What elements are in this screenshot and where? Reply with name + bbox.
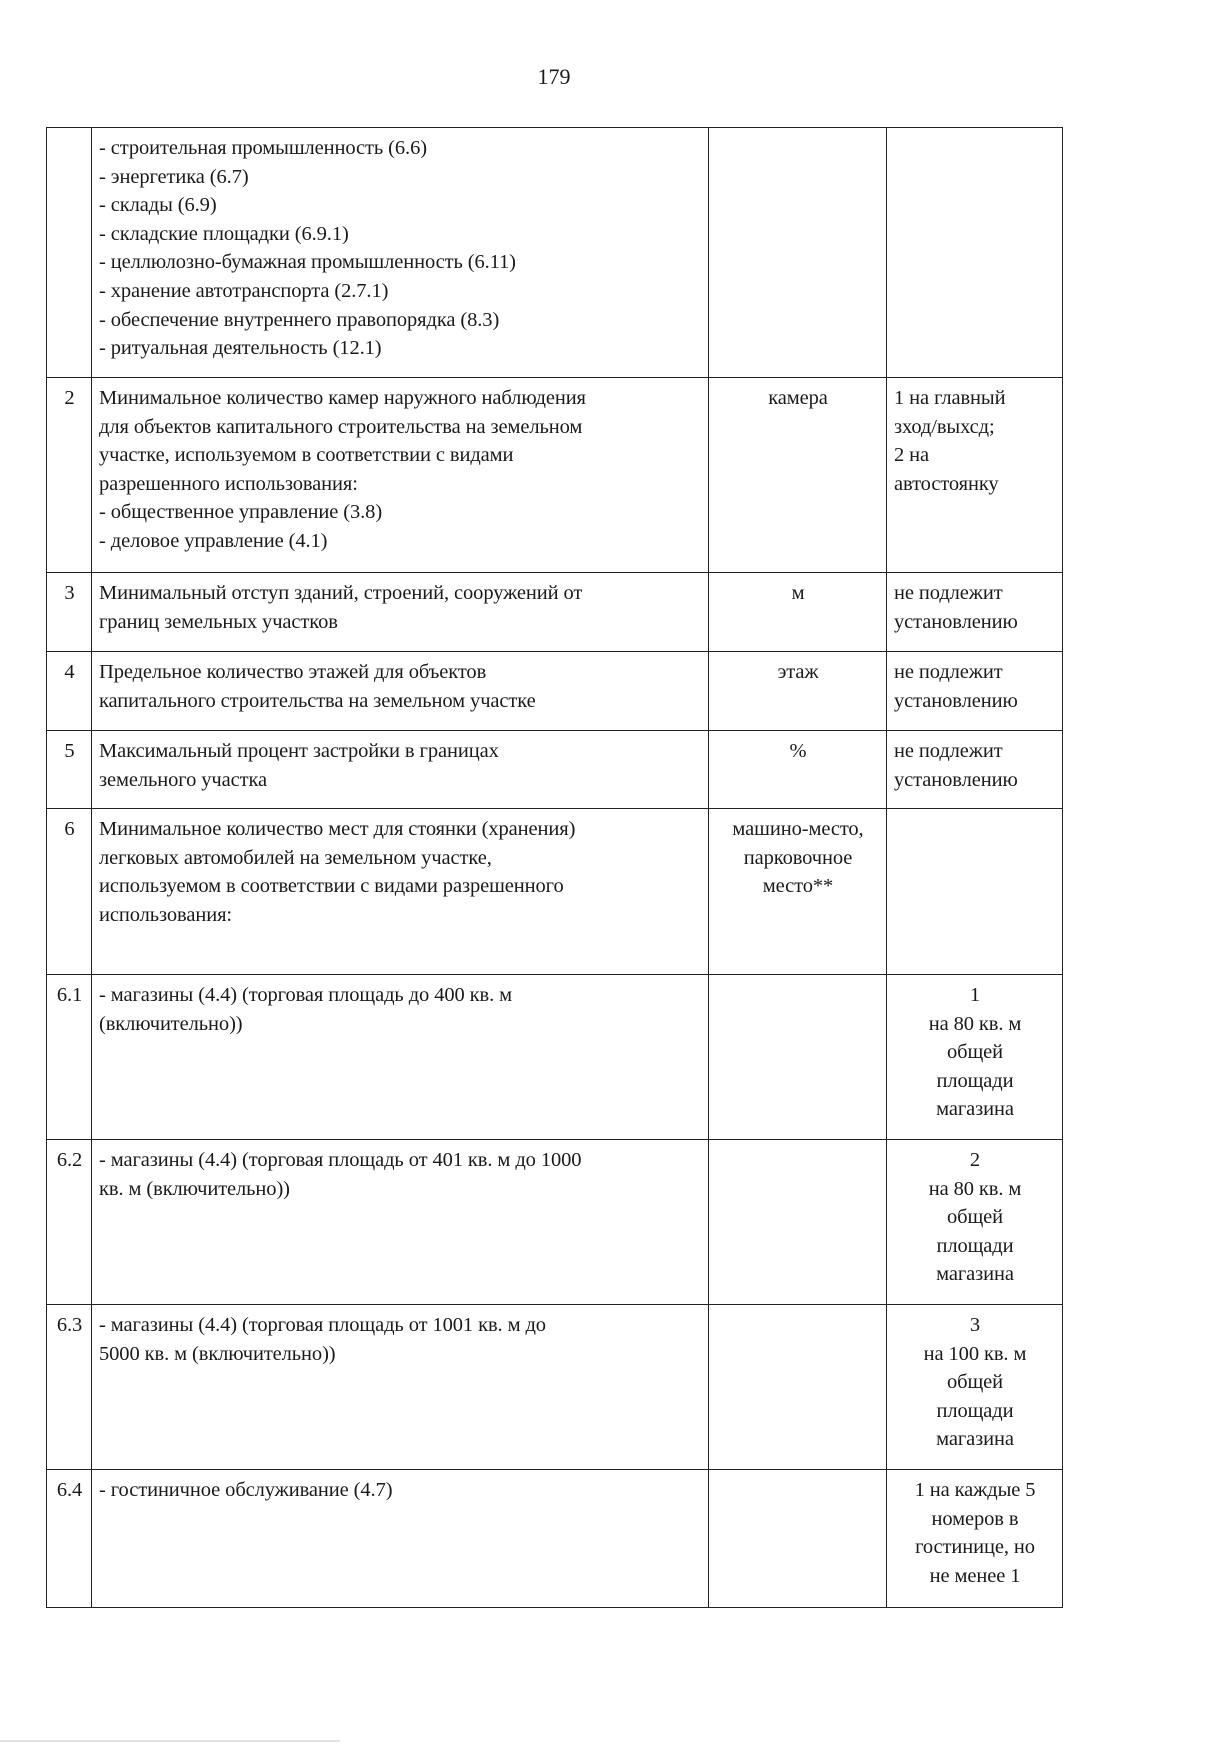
land-use-item: - целлюлозно-бумажная промышленность (6.11)	[99, 251, 516, 274]
value-line: общей	[946, 1041, 1004, 1064]
parameter-name-line: капитального строительства на земельном участке	[99, 689, 536, 712]
table-row-continuation	[47, 128, 1063, 378]
unit-cell	[709, 1305, 887, 1470]
unit-line: место**	[762, 875, 834, 898]
unit-cell	[709, 128, 887, 378]
table-row	[47, 378, 1063, 573]
value-cell	[887, 378, 1063, 573]
parameter-name-cell	[92, 378, 709, 573]
land-use-item: - энергетика (6.7)	[99, 165, 249, 188]
value-line: на 100 кв. м	[923, 1342, 1027, 1365]
parameter-name-cell	[92, 1305, 709, 1470]
row-number-cell: 6.1	[47, 975, 92, 1140]
land-use-item: - хранение автотранспорта (2.7.1)	[99, 279, 389, 302]
value-line: магазина	[936, 1428, 1014, 1451]
parameter-name-cell	[92, 731, 709, 809]
row-number-cell: 6.4	[47, 1470, 92, 1608]
value-line: 2 на	[894, 444, 930, 467]
land-use-item: - складские площадки (6.9.1)	[99, 222, 349, 245]
value-line: не подлежит	[894, 582, 1003, 604]
value-line: установлению	[894, 689, 1018, 712]
parameter-name-line: легковых автомобилей на земельном участке,	[99, 846, 492, 869]
scan-edge-artifact	[0, 1740, 340, 1742]
land-use-item: - обеспечение внутреннего правопорядка (8.3)	[99, 308, 500, 331]
parameter-name-line: использования:	[99, 903, 233, 926]
parameter-name-line: участке, используемом в соответствии с видами	[99, 444, 514, 467]
value-line: на 80 кв. м	[928, 1012, 1022, 1035]
parameter-name-line: 5000 кв. м (включительно))	[99, 1342, 336, 1365]
value-cell	[887, 1140, 1063, 1305]
table-row	[47, 975, 1063, 1140]
value-line: установлению	[894, 610, 1018, 633]
row-number-cell: 6.3	[47, 1305, 92, 1470]
unit-line: машино-место,	[732, 818, 864, 840]
row-number-cell	[47, 128, 92, 378]
value-line: установлению	[894, 768, 1018, 791]
parameter-name-line: - гостиничное обслуживание (4.7)	[99, 1479, 393, 1501]
value-line: не менее 1	[929, 1564, 1021, 1587]
table-row	[47, 573, 1063, 652]
unit-cell	[709, 975, 887, 1140]
parameter-name-cell	[92, 652, 709, 731]
page-number: 179	[537, 64, 571, 89]
value-cell	[887, 975, 1063, 1140]
table-row	[47, 1305, 1063, 1470]
value-line: 1 на каждые 5	[914, 1479, 1036, 1501]
parameter-name-cell	[92, 975, 709, 1140]
parameter-name-cell	[92, 1470, 709, 1608]
parameter-name-cell	[92, 128, 709, 378]
value-line: площади	[936, 1234, 1014, 1257]
parameter-name-line: Предельное количество этажей для объектов	[99, 661, 487, 683]
unit-cell: этаж	[709, 652, 887, 731]
value-line: магазина	[936, 1098, 1014, 1121]
row-number-cell: 5	[47, 731, 92, 809]
value-line: площади	[936, 1069, 1014, 1092]
value-cell	[887, 573, 1063, 652]
parameter-name-cell	[92, 1140, 709, 1305]
value-line: 1	[969, 984, 981, 1006]
value-line: гостинице, но	[915, 1536, 1035, 1559]
value-line: 3	[969, 1314, 981, 1336]
value-line: не подлежит	[894, 661, 1003, 683]
parameter-name-line: - деловое управление (4.1)	[99, 529, 328, 552]
row-number-cell: 4	[47, 652, 92, 731]
parameter-name-cell	[92, 573, 709, 652]
row-number-cell: 2	[47, 378, 92, 573]
value-line: 1 на главный	[894, 387, 1006, 409]
table-row	[47, 809, 1063, 975]
value-cell	[887, 731, 1063, 809]
parameter-name-line: Минимальное количество камер наружного наблюдения	[99, 387, 586, 409]
table-row	[47, 1470, 1063, 1608]
parameter-name-line: кв. м (включительно))	[99, 1177, 290, 1200]
parameter-name-cell	[92, 809, 709, 975]
unit-cell: %	[709, 731, 887, 809]
value-line: магазина	[936, 1263, 1014, 1286]
value-cell	[887, 128, 1063, 378]
parameter-name-line: - магазины (4.4) (торговая площадь до 400 кв. м	[99, 984, 513, 1006]
parameter-name-line: Минимальный отступ зданий, строений, сооружений от	[99, 582, 583, 604]
land-use-item: - строительная промышленность (6.6)	[99, 137, 427, 159]
unit-line: парковочное	[743, 846, 853, 869]
parameter-name-line: используемом в соответствии с видами разрешенного	[99, 875, 564, 898]
parameter-name-line: Минимальное количество мест для стоянки (хранения)	[99, 818, 576, 840]
value-line: на 80 кв. м	[928, 1177, 1022, 1200]
table-row	[47, 1140, 1063, 1305]
parameter-name-line: (включительно))	[99, 1012, 243, 1035]
unit-cell	[709, 809, 887, 975]
value-line: номеров в	[931, 1507, 1019, 1530]
value-cell	[887, 1305, 1063, 1470]
row-number-cell: 3	[47, 573, 92, 652]
table-row	[47, 652, 1063, 731]
value-cell	[887, 809, 1063, 975]
parameter-name-line: - магазины (4.4) (торговая площадь от 1001 кв. м до	[99, 1314, 546, 1336]
unit-cell: м	[709, 573, 887, 652]
parameter-name-line: границ земельных участков	[99, 610, 338, 633]
row-number-cell: 6.2	[47, 1140, 92, 1305]
land-use-item: - склады (6.9)	[99, 194, 217, 217]
value-cell	[887, 1470, 1063, 1608]
land-use-item: - ритуальная деятельность (12.1)	[99, 337, 382, 360]
parameter-name-line: Максимальный процент застройки в границах	[99, 740, 499, 762]
parameter-name-line: земельного участка	[99, 768, 268, 791]
parameter-name-line: разрешенного использования:	[99, 472, 358, 495]
parameter-name-line: - магазины (4.4) (торговая площадь от 401 кв. м до 1000	[99, 1149, 582, 1171]
table-row	[47, 731, 1063, 809]
parameters-table	[46, 127, 1063, 1608]
parameter-name-line: - общественное управление (3.8)	[99, 501, 383, 524]
value-line: 2	[969, 1149, 981, 1171]
unit-cell	[709, 1140, 887, 1305]
row-number-cell: 6	[47, 809, 92, 975]
value-line: общей	[946, 1206, 1004, 1229]
value-line: автостоянку	[894, 472, 999, 495]
parameter-name-line: для объектов капитального строительства на земельном	[99, 415, 583, 438]
value-line: зход/выхсд;	[894, 415, 995, 438]
value-line: площади	[936, 1399, 1014, 1422]
unit-cell: камера	[709, 378, 887, 573]
value-line: не подлежит	[894, 740, 1003, 762]
value-cell	[887, 652, 1063, 731]
value-line: общей	[946, 1371, 1004, 1394]
unit-cell	[709, 1470, 887, 1608]
